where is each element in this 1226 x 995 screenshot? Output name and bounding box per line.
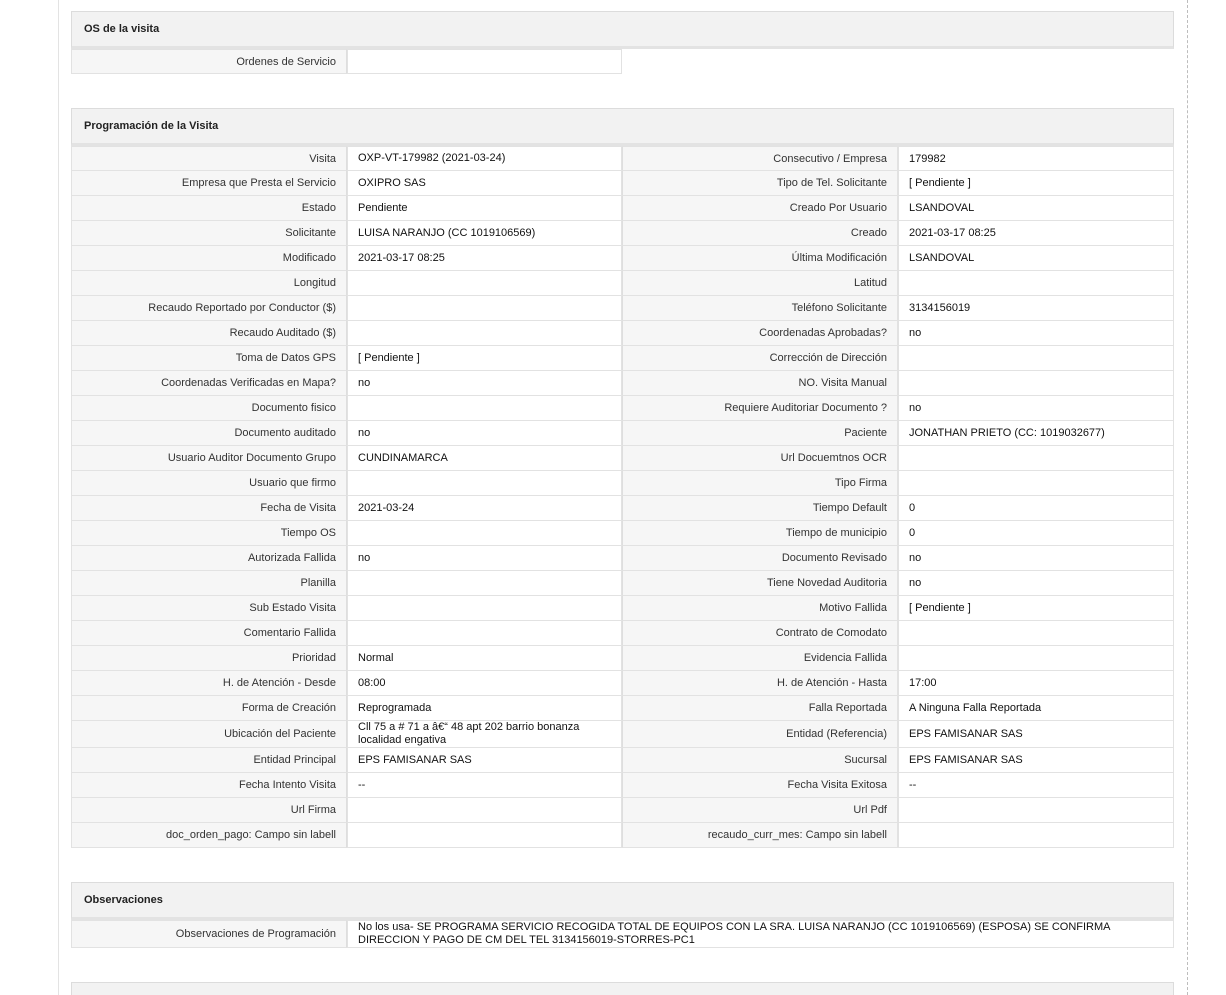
field-value: 2021-03-17 08:25 xyxy=(347,246,622,271)
field-value xyxy=(898,271,1174,296)
field-value xyxy=(347,571,622,596)
field-label: Corrección de Dirección xyxy=(622,346,898,371)
field-label: Planilla xyxy=(71,571,347,596)
table-row xyxy=(71,371,1174,396)
field-value: -- xyxy=(898,773,1174,798)
table-row xyxy=(71,421,1174,446)
table-row xyxy=(71,571,1174,596)
field-label: Entidad (Referencia) xyxy=(622,721,898,748)
table-row xyxy=(71,773,1174,798)
field-value: no xyxy=(898,396,1174,421)
field-label: Entidad Principal xyxy=(71,748,347,773)
field-value: 0 xyxy=(898,496,1174,521)
field-value: LSANDOVAL xyxy=(898,246,1174,271)
field-label: Fecha Visita Exitosa xyxy=(622,773,898,798)
field-value: Pendiente xyxy=(347,196,622,221)
field-value: [ Pendiente ] xyxy=(898,171,1174,196)
field-label: Paciente xyxy=(622,421,898,446)
field-label: Url Docuemtnos OCR xyxy=(622,446,898,471)
section-title-os: OS de la visita xyxy=(84,23,160,35)
field-value xyxy=(347,396,622,421)
field-value: LSANDOVAL xyxy=(898,196,1174,221)
section-title-programacion: Programación de la Visita xyxy=(84,120,219,132)
table-row xyxy=(71,798,1174,823)
field-label: H. de Atención - Hasta xyxy=(622,671,898,696)
field-label: Usuario que firmo xyxy=(71,471,347,496)
field-value: 17:00 xyxy=(898,671,1174,696)
field-value: 179982 xyxy=(898,146,1174,171)
field-value: Reprogramada xyxy=(347,696,622,721)
field-value: [ Pendiente ] xyxy=(898,596,1174,621)
field-value: JONATHAN PRIETO (CC: 1019032677) xyxy=(898,421,1174,446)
field-label: Motivo Fallida xyxy=(622,596,898,621)
field-label: Empresa que Presta el Servicio xyxy=(71,171,347,196)
field-label: Url Pdf xyxy=(622,798,898,823)
field-value: no xyxy=(898,546,1174,571)
field-label: Comentario Fallida xyxy=(71,621,347,646)
field-value xyxy=(898,471,1174,496)
field-value xyxy=(898,371,1174,396)
field-label: Documento fisico xyxy=(71,396,347,421)
field-value: 3134156019 xyxy=(898,296,1174,321)
field-label: Teléfono Solicitante xyxy=(622,296,898,321)
field-value: no xyxy=(347,421,622,446)
table-row xyxy=(71,748,1174,773)
field-label: Ordenes de Servicio xyxy=(71,49,347,74)
observaciones-label: Observaciones de Programación xyxy=(71,920,347,948)
field-value xyxy=(347,521,622,546)
field-value xyxy=(898,823,1174,848)
field-label: Evidencia Fallida xyxy=(622,646,898,671)
field-value xyxy=(898,646,1174,671)
field-label: Tipo de Tel. Solicitante xyxy=(622,171,898,196)
table-row xyxy=(71,621,1174,646)
field-value: EPS FAMISANAR SAS xyxy=(898,721,1174,748)
field-value xyxy=(347,798,622,823)
field-label: Ubicación del Paciente xyxy=(71,721,347,748)
field-label: H. de Atención - Desde xyxy=(71,671,347,696)
field-value: A Ninguna Falla Reportada xyxy=(898,696,1174,721)
field-label: Fecha Intento Visita xyxy=(71,773,347,798)
field-value xyxy=(347,621,622,646)
table-row xyxy=(71,823,1174,848)
table-row xyxy=(71,671,1174,696)
field-label: Tiempo OS xyxy=(71,521,347,546)
field-label: Tiene Novedad Auditoria xyxy=(622,571,898,596)
field-value: OXP-VT-179982 (2021-03-24) xyxy=(347,146,622,171)
field-value: no xyxy=(347,546,622,571)
field-value xyxy=(898,446,1174,471)
field-label: Documento auditado xyxy=(71,421,347,446)
field-label: Documento Revisado xyxy=(622,546,898,571)
field-label: Modificado xyxy=(71,246,347,271)
field-value: EPS FAMISANAR SAS xyxy=(898,748,1174,773)
field-label: Requiere Auditoriar Documento ? xyxy=(622,396,898,421)
field-value xyxy=(347,271,622,296)
table-row xyxy=(71,496,1174,521)
table-row xyxy=(71,296,1174,321)
field-value xyxy=(347,596,622,621)
field-label: Recaudo Auditado ($) xyxy=(71,321,347,346)
field-value: 08:00 xyxy=(347,671,622,696)
table-row xyxy=(71,171,1174,196)
field-label: Tiempo de municipio xyxy=(622,521,898,546)
field-value xyxy=(898,621,1174,646)
field-label: Consecutivo / Empresa xyxy=(622,146,898,171)
field-label: Longitud xyxy=(71,271,347,296)
field-label: Contrato de Comodato xyxy=(622,621,898,646)
field-value: 2021-03-24 xyxy=(347,496,622,521)
field-label: Fecha de Visita xyxy=(71,496,347,521)
field-value xyxy=(347,471,622,496)
field-label: recaudo_curr_mes: Campo sin labell xyxy=(622,823,898,848)
field-label: Estado xyxy=(71,196,347,221)
field-label: doc_orden_pago: Campo sin labell xyxy=(71,823,347,848)
field-label: Url Firma xyxy=(71,798,347,823)
field-label: Creado xyxy=(622,221,898,246)
field-value: 0 xyxy=(898,521,1174,546)
field-value xyxy=(347,321,622,346)
field-label: Última Modificación xyxy=(622,246,898,271)
section-title-observaciones: Observaciones xyxy=(84,894,163,906)
table-row xyxy=(71,196,1174,221)
table-row xyxy=(71,721,1174,748)
field-label: Sub Estado Visita xyxy=(71,596,347,621)
field-value: 2021-03-17 08:25 xyxy=(898,221,1174,246)
observaciones-row xyxy=(71,920,1174,948)
table-row xyxy=(71,246,1174,271)
section-header-observaciones xyxy=(71,882,1174,920)
field-label: Coordenadas Verificadas en Mapa? xyxy=(71,371,347,396)
field-label: NO. Visita Manual xyxy=(622,371,898,396)
field-value xyxy=(347,823,622,848)
field-value: Cll 75 a # 71 a â€“ 48 apt 202 barrio bonanza localidad engativa xyxy=(347,721,622,748)
section-header-programacion xyxy=(71,108,1174,146)
table-row xyxy=(71,696,1174,721)
field-value xyxy=(898,798,1174,823)
field-label: Recaudo Reportado por Conductor ($) xyxy=(71,296,347,321)
field-value: LUISA NARANJO (CC 1019106569) xyxy=(347,221,622,246)
field-value: -- xyxy=(347,773,622,798)
table-row xyxy=(71,396,1174,421)
table-row xyxy=(71,646,1174,671)
field-value: [ Pendiente ] xyxy=(347,346,622,371)
table-row xyxy=(71,346,1174,371)
table-row xyxy=(71,446,1174,471)
field-label: Tipo Firma xyxy=(622,471,898,496)
section-header-os xyxy=(71,11,1174,49)
table-row xyxy=(71,271,1174,296)
table-row xyxy=(71,471,1174,496)
left-border-line xyxy=(58,0,59,995)
field-value: OXIPRO SAS xyxy=(347,171,622,196)
field-value xyxy=(347,296,622,321)
field-label: Solicitante xyxy=(71,221,347,246)
field-label: Toma de Datos GPS xyxy=(71,346,347,371)
field-label: Sucursal xyxy=(622,748,898,773)
ordenes-servicio-value xyxy=(347,49,622,74)
field-label: Creado Por Usuario xyxy=(622,196,898,221)
field-label: Visita xyxy=(71,146,347,171)
observaciones-value: No los usa- SE PROGRAMA SERVICIO RECOGIDA TOTAL DE EQUIPOS CON LA SRA. LUISA NARANJO (CC 1019106569) (ESPOSA) SE CONFIRMA DIRECCION Y PAGO DE CM DEL TEL 3134156019-STORRES-PC1 xyxy=(347,920,1174,948)
field-label: Usuario Auditor Documento Grupo xyxy=(71,446,347,471)
table-row xyxy=(71,321,1174,346)
table-row xyxy=(71,146,1174,171)
field-value: no xyxy=(898,321,1174,346)
field-value: EPS FAMISANAR SAS xyxy=(347,748,622,773)
field-value: CUNDINAMARCA xyxy=(347,446,622,471)
right-dashed-border xyxy=(1187,0,1188,995)
field-label: Latitud xyxy=(622,271,898,296)
field-label: Forma de Creación xyxy=(71,696,347,721)
table-row xyxy=(71,596,1174,621)
field-value: no xyxy=(347,371,622,396)
table-row xyxy=(71,546,1174,571)
field-label: Tiempo Default xyxy=(622,496,898,521)
field-value xyxy=(898,346,1174,371)
table-row xyxy=(71,521,1174,546)
table-row xyxy=(71,221,1174,246)
field-label: Prioridad xyxy=(71,646,347,671)
field-label: Autorizada Fallida xyxy=(71,546,347,571)
field-label: Coordenadas Aprobadas? xyxy=(622,321,898,346)
next-section-header xyxy=(71,982,1174,995)
field-label: Falla Reportada xyxy=(622,696,898,721)
os-row xyxy=(71,49,622,74)
field-value: no xyxy=(898,571,1174,596)
field-value: Normal xyxy=(347,646,622,671)
